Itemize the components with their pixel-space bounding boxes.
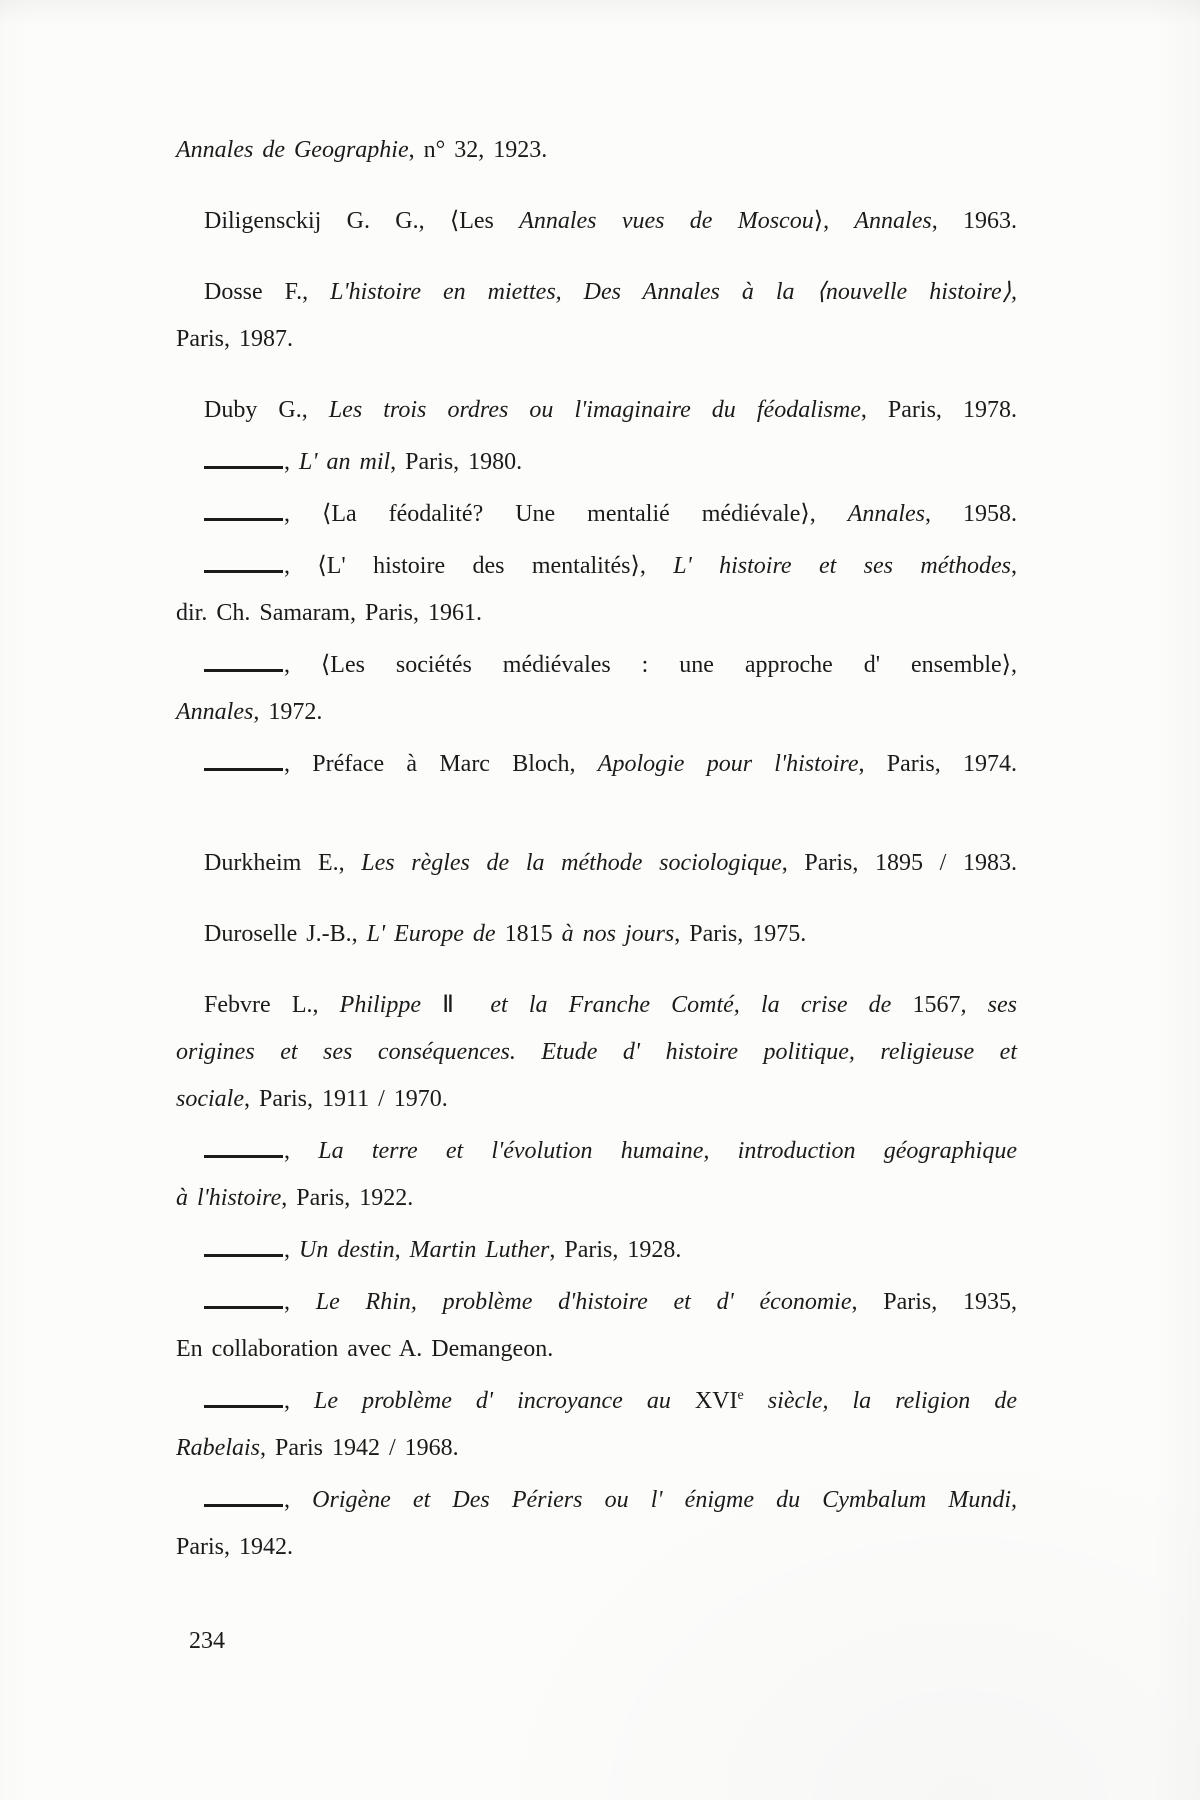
repeated-author-rule — [204, 1305, 283, 1309]
bib-line — [176, 1425, 1017, 1472]
text-segment: , — [284, 1289, 316, 1315]
bib-line — [176, 316, 1017, 363]
bib-line — [176, 439, 1017, 486]
bib-line — [176, 1524, 1017, 1571]
bib-line — [176, 689, 1017, 736]
text-segment: Le problème d' incroyance au — [314, 1388, 695, 1414]
bib-line — [176, 1175, 1017, 1222]
text-segment: , 1963. — [931, 208, 1018, 234]
bib-entry — [176, 1279, 1017, 1373]
bib-line — [176, 491, 1017, 538]
bib-line — [176, 387, 1017, 434]
text-segment: Annales — [854, 208, 932, 234]
text-segment: Duroselle J.-B., — [204, 921, 367, 947]
repeated-author-rule — [204, 767, 283, 771]
text-segment: Les règles de la méthode sociologique — [361, 850, 782, 876]
text-segment: Origène et Des Périers ou l' énigme du Cymbalum Mundi, — [312, 1487, 1018, 1513]
bib-entry — [176, 387, 1017, 434]
text-segment: , 1972. — [253, 699, 323, 725]
bib-line — [176, 1128, 1017, 1175]
bib-line — [176, 269, 1017, 316]
bib-line — [176, 590, 1017, 637]
text-segment: , Paris, 1975. — [674, 921, 807, 947]
text-segment: L'histoire en miettes, Des Annales à la ⟨nouvelle histoire⟩, — [330, 279, 1017, 305]
bib-line — [176, 127, 1017, 174]
bib-entry — [176, 439, 1017, 486]
bib-line — [176, 198, 1017, 245]
text-segment: Duby G., — [204, 397, 329, 423]
text-segment: L' an mil — [299, 449, 391, 475]
bib-line — [176, 1378, 1017, 1425]
text-segment: En collaboration avec A. Demangeon. — [176, 1336, 554, 1362]
bib-line — [176, 543, 1017, 590]
bib-entry — [176, 1378, 1017, 1472]
text-segment: Annales vues de Moscou — [519, 208, 814, 234]
text-segment: Dosse F., — [204, 279, 331, 305]
bib-entry — [176, 1128, 1017, 1222]
text-segment: , — [284, 449, 299, 475]
text-segment: et la Franche Comté, la crise de — [469, 992, 913, 1018]
text-segment: Un destin, Martin Luther — [299, 1237, 550, 1263]
bibliography — [176, 127, 1017, 1571]
text-segment: , — [284, 1487, 313, 1513]
text-segment: à l'histoire — [176, 1185, 282, 1211]
bib-entry — [176, 491, 1017, 538]
text-segment: , — [1011, 553, 1018, 579]
repeated-author-rule — [204, 668, 283, 672]
text-segment: e — [737, 1388, 744, 1403]
text-segment: XVI — [694, 1388, 738, 1414]
text-segment: , ses — [960, 992, 1017, 1018]
bib-entry — [176, 198, 1017, 245]
text-segment: , ⟨Les sociétés médiévales : une approche d' ensemble⟩, — [284, 652, 1017, 678]
text-segment: , Paris, 1935, — [851, 1289, 1018, 1315]
text-segment: dir. Ch. Samaram, Paris, 1961. — [176, 600, 482, 626]
text-segment: , Paris, 1911 / 1970. — [243, 1086, 448, 1112]
bib-entry — [176, 911, 1017, 958]
text-segment: L' Europe de — [366, 921, 505, 947]
bib-line — [176, 1029, 1017, 1076]
bib-line — [176, 1227, 1017, 1274]
text-segment: , — [284, 1388, 315, 1414]
text-segment: , ⟨L' histoire des mentalités⟩, — [284, 553, 674, 579]
repeated-author-rule — [204, 517, 283, 521]
text-segment: La terre et l'évolution humaine, introduction géographique — [318, 1138, 1018, 1164]
repeated-author-rule — [204, 1253, 283, 1257]
text-segment: , Paris, 1978. — [860, 397, 1018, 423]
bib-entry — [176, 269, 1017, 363]
text-segment: , — [284, 1138, 319, 1164]
bib-entry — [176, 741, 1017, 788]
text-segment: sociale — [176, 1086, 244, 1112]
text-segment: origines et ses conséquences. Etude d' histoire politique, religieuse et — [176, 1039, 1017, 1065]
text-segment: Annales de Geographie — [176, 137, 409, 163]
repeated-author-rule — [204, 1154, 283, 1158]
bib-line — [176, 1279, 1017, 1326]
bib-line — [176, 982, 1017, 1029]
bib-line — [176, 1326, 1017, 1373]
text-segment: Rabelais — [176, 1435, 260, 1461]
text-segment: , ⟨La féodalité? Une mentalié médiévale⟩, — [284, 501, 848, 527]
text-segment: Annales — [176, 699, 254, 725]
bib-entry — [176, 1227, 1017, 1274]
text-segment: , 1958. — [925, 501, 1018, 527]
bib-line — [176, 911, 1017, 958]
text-segment: Philippe — [339, 992, 443, 1018]
bib-entry — [176, 127, 1017, 174]
text-segment: à nos jours — [552, 921, 675, 947]
text-segment: ⟩, — [813, 208, 855, 234]
text-segment: Les trois ordres ou l'imaginaire du féodalisme — [328, 397, 861, 423]
repeated-author-rule — [204, 1503, 283, 1507]
repeated-author-rule — [204, 569, 283, 573]
page-number: 234 — [189, 1628, 225, 1654]
text-segment: Paris, 1987. — [176, 326, 293, 352]
text-segment: Diligensckij G. G., ⟨Les — [204, 208, 520, 234]
text-segment: , Paris, 1980. — [390, 449, 523, 475]
repeated-author-rule — [204, 465, 283, 469]
text-segment: , Paris, 1922. — [281, 1185, 414, 1211]
text-segment: Paris, 1942. — [176, 1534, 293, 1560]
text-segment: Ⅱ — [442, 992, 470, 1018]
text-segment: Durkheim E., — [204, 850, 362, 876]
bib-line — [176, 642, 1017, 689]
text-segment: Annales — [847, 501, 926, 527]
bib-line — [176, 741, 1017, 788]
text-segment: L' histoire et ses méthodes — [673, 553, 1012, 579]
repeated-author-rule — [204, 1404, 283, 1408]
text-segment: , Paris, 1974. — [858, 751, 1018, 777]
bib-entry — [176, 642, 1017, 736]
bib-entry — [176, 840, 1017, 887]
bib-line — [176, 840, 1017, 887]
text-segment: Le Rhin, problème d'histoire et d' économie — [315, 1289, 852, 1315]
text-segment: Apologie pour l'histoire — [597, 751, 859, 777]
bib-entry — [176, 1477, 1017, 1571]
text-segment: , Paris, 1928. — [549, 1237, 682, 1263]
bib-entry — [176, 543, 1017, 637]
text-segment: , Préface à Marc Bloch, — [284, 751, 598, 777]
text-segment: , — [284, 1237, 299, 1263]
bib-entry — [176, 982, 1017, 1123]
text-segment: 1567 — [912, 992, 961, 1018]
text-segment: Febvre L., — [204, 992, 340, 1018]
bib-line — [176, 1477, 1017, 1524]
text-segment: , Paris 1942 / 1968. — [260, 1435, 459, 1461]
text-segment: , n° 32, 1923. — [408, 137, 548, 163]
bib-line — [176, 1076, 1017, 1123]
text-segment: siècle, la religion de — [743, 1388, 1017, 1414]
text-segment: , Paris, 1895 / 1983. — [781, 850, 1017, 876]
text-segment: 1815 — [504, 921, 553, 947]
